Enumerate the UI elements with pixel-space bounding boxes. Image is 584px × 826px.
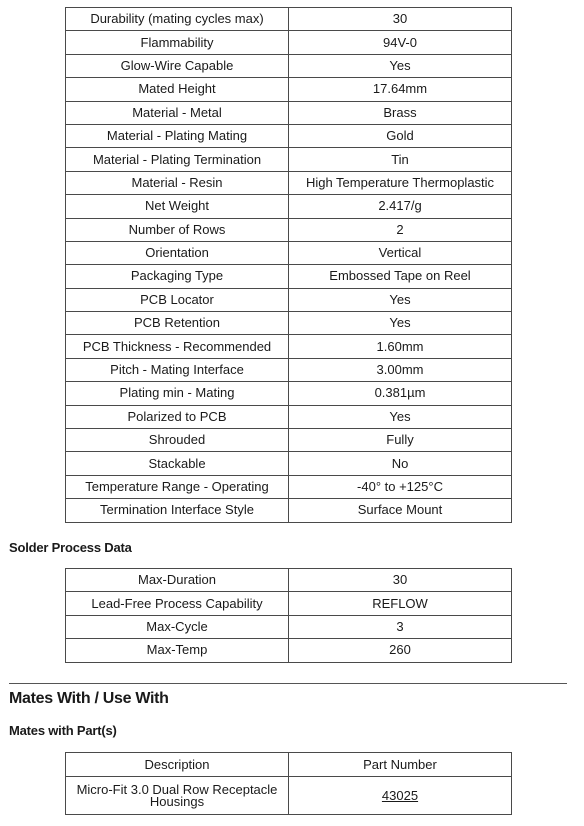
spec-label: Shrouded: [66, 429, 289, 452]
spec-label: Orientation: [66, 241, 289, 264]
table-row: [66, 288, 512, 311]
spec-value: 94V-0: [289, 31, 512, 54]
solder-value: 30: [289, 569, 512, 592]
spec-label: Durability (mating cycles max): [66, 8, 289, 31]
spec-value: Gold: [289, 124, 512, 147]
spec-value: No: [289, 452, 512, 475]
spec-value: Brass: [289, 101, 512, 124]
table-row: [66, 335, 512, 358]
solder-value: 260: [289, 639, 512, 662]
solder-value: 3: [289, 615, 512, 638]
spec-label: Stackable: [66, 452, 289, 475]
spec-value: 3.00mm: [289, 358, 512, 381]
spec-value: 2.417/g: [289, 195, 512, 218]
table-header-row: [66, 753, 512, 777]
table-row: [66, 452, 512, 475]
spec-label: Termination Interface Style: [66, 499, 289, 522]
table-row: [66, 195, 512, 218]
spec-value: 30: [289, 8, 512, 31]
spec-label: Material - Resin: [66, 171, 289, 194]
spec-value: Yes: [289, 288, 512, 311]
table-row: [66, 78, 512, 101]
table-row: [66, 777, 512, 815]
spec-value: -40° to +125°C: [289, 475, 512, 498]
spec-label: Material - Metal: [66, 101, 289, 124]
mates-with-heading: Mates With / Use With: [9, 690, 169, 707]
mate-part-number-cell: [289, 777, 512, 815]
table-row: [66, 639, 512, 662]
table-row: [66, 429, 512, 452]
spec-value: Surface Mount: [289, 499, 512, 522]
spec-value: 1.60mm: [289, 335, 512, 358]
column-header-part-number: Part Number: [289, 753, 512, 777]
mate-description: Micro-Fit 3.0 Dual Row Receptacle Housings: [66, 777, 289, 815]
spec-value: 2: [289, 218, 512, 241]
table-row: [66, 592, 512, 615]
spec-value: Fully: [289, 429, 512, 452]
spec-value: High Temperature Thermoplastic: [289, 171, 512, 194]
solder-label: Max-Duration: [66, 569, 289, 592]
spec-label: Flammability: [66, 31, 289, 54]
spec-value: Tin: [289, 148, 512, 171]
table-row: [66, 382, 512, 405]
table-row: [66, 312, 512, 335]
spec-label: Plating min - Mating: [66, 382, 289, 405]
mates-table: [65, 752, 512, 815]
table-row: [66, 124, 512, 147]
table-row: [66, 171, 512, 194]
table-row: [66, 148, 512, 171]
spec-value: Yes: [289, 405, 512, 428]
spec-label: Material - Plating Termination: [66, 148, 289, 171]
table-row: [66, 241, 512, 264]
table-row: [66, 31, 512, 54]
table-row: [66, 475, 512, 498]
solder-value: REFLOW: [289, 592, 512, 615]
solder-process-table: [65, 568, 512, 663]
solder-label: Max-Temp: [66, 639, 289, 662]
spec-value: Yes: [289, 312, 512, 335]
spec-label: Material - Plating Mating: [66, 124, 289, 147]
table-row: [66, 358, 512, 381]
spec-label: Glow-Wire Capable: [66, 54, 289, 77]
table-row: [66, 218, 512, 241]
solder-label: Lead-Free Process Capability: [66, 592, 289, 615]
spec-value: Yes: [289, 54, 512, 77]
solder-label: Max-Cycle: [66, 615, 289, 638]
spec-label: Pitch - Mating Interface: [66, 358, 289, 381]
table-row: [66, 615, 512, 638]
spec-value: Embossed Tape on Reel: [289, 265, 512, 288]
spec-label: Packaging Type: [66, 265, 289, 288]
spec-value: 17.64mm: [289, 78, 512, 101]
specifications-table: [65, 7, 512, 523]
spec-label: Number of Rows: [66, 218, 289, 241]
section-divider: [9, 683, 567, 684]
spec-label: PCB Locator: [66, 288, 289, 311]
spec-value: 0.381µm: [289, 382, 512, 405]
solder-process-title: Solder Process Data: [9, 540, 132, 555]
spec-label: Mated Height: [66, 78, 289, 101]
table-row: [66, 405, 512, 428]
table-row: [66, 101, 512, 124]
table-row: [66, 54, 512, 77]
spec-label: Polarized to PCB: [66, 405, 289, 428]
table-row: [66, 499, 512, 522]
spec-value: Vertical: [289, 241, 512, 264]
table-row: [66, 8, 512, 31]
column-header-description: Description: [66, 753, 289, 777]
table-row: [66, 265, 512, 288]
table-row: [66, 569, 512, 592]
part-number-link[interactable]: 43025: [381, 787, 419, 803]
spec-label: PCB Retention: [66, 312, 289, 335]
spec-label: Net Weight: [66, 195, 289, 218]
spec-label: PCB Thickness - Recommended: [66, 335, 289, 358]
mates-with-parts-title: Mates with Part(s): [9, 723, 117, 738]
spec-label: Temperature Range - Operating: [66, 475, 289, 498]
